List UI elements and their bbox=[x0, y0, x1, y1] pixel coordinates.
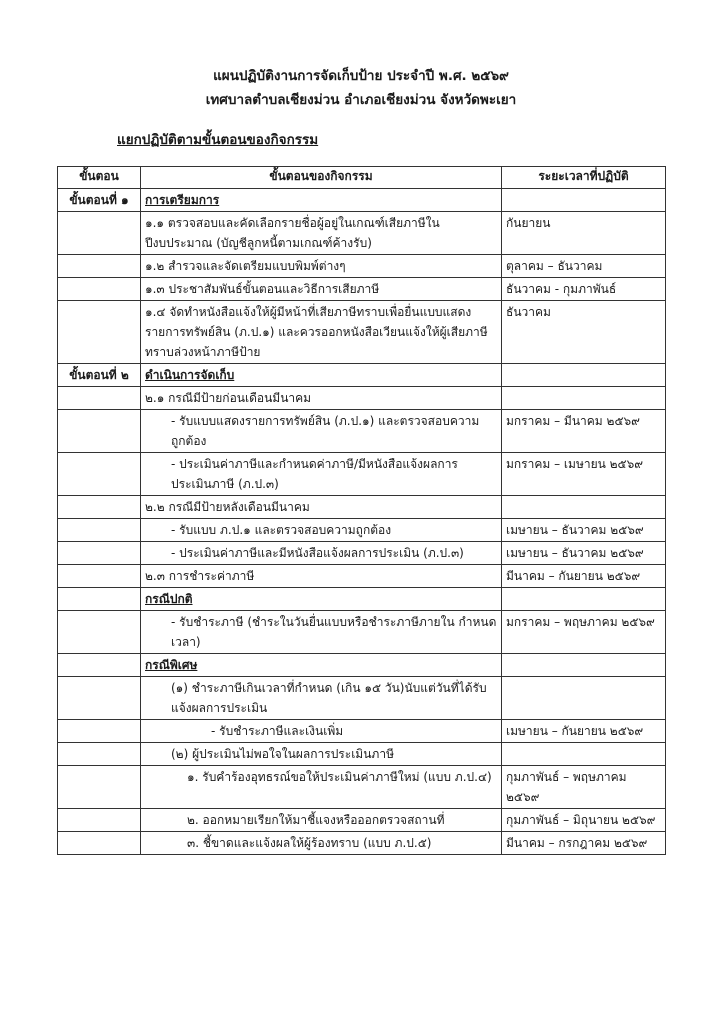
table-row bbox=[58, 496, 666, 519]
activity-cell: - รับแบบ ภ.ป.๑ และตรวจสอบความถูกต้อง bbox=[141, 519, 502, 542]
table-row bbox=[58, 588, 666, 611]
period-cell: มีนาคม – กรกฎาคม ๒๕๖๙ bbox=[502, 832, 666, 855]
activity-cell: - ประเมินค่าภาษีและกำหนดค่าภาษี/มีหนังสือแจ้งผลการ ประเมินภาษี (ภ.ป.๓) bbox=[141, 453, 502, 496]
document-subtitle: เทศบาลตำบลเชียงม่วน อำเภอเชียงม่วน จังหวัดพะเยา bbox=[205, 92, 517, 108]
stage-spacer bbox=[58, 301, 141, 364]
period-cell: กุมภาพันธ์ – มิถุนายน ๒๕๖๙ bbox=[502, 809, 666, 832]
stage-spacer bbox=[58, 496, 141, 519]
activity-cell: ๑.๓ ประชาสัมพันธ์ขั้นตอนและวิธีการเสียภาษี bbox=[141, 278, 502, 301]
activity-cell: ๒.๑ กรณีมีป้ายก่อนเดือนมีนาคม bbox=[141, 387, 502, 410]
activity-cell: (๒) ผู้ประเมินไม่พอใจในผลการประเมินภาษี bbox=[141, 743, 502, 766]
stage-spacer bbox=[58, 832, 141, 855]
stage-spacer bbox=[58, 278, 141, 301]
table-row bbox=[58, 565, 666, 588]
stage-spacer bbox=[58, 766, 141, 809]
stage-spacer bbox=[58, 720, 141, 743]
activity-cell: การเตรียมการ bbox=[141, 189, 502, 212]
section-heading: แยกปฏิบัติตามขั้นตอนของกิจกรรม bbox=[117, 132, 319, 148]
table-row bbox=[58, 189, 666, 212]
stage-spacer bbox=[58, 453, 141, 496]
activity-cell: ๓. ชี้ขาดและแจ้งผลให้ผู้ร้องทราบ (แบบ ภ.ป.๕) bbox=[141, 832, 502, 855]
stage-spacer bbox=[58, 677, 141, 720]
table-row bbox=[58, 453, 666, 496]
activity-cell: (๑) ชำระภาษีเกินเวลาที่กำหนด (เกิน ๑๕ วัน)นับแต่วันที่ได้รับ แจ้งผลการประเมิน bbox=[141, 677, 502, 720]
table-row bbox=[58, 255, 666, 278]
table-row bbox=[58, 720, 666, 743]
stage-spacer bbox=[58, 410, 141, 453]
period-cell: กุมภาพันธ์ – พฤษภาคม ๒๕๖๙ bbox=[502, 766, 666, 809]
period-cell: ธันวาคม - กุมภาพันธ์ bbox=[502, 278, 666, 301]
table-row bbox=[58, 519, 666, 542]
activity-cell: ๒.๒ กรณีมีป้ายหลังเดือนมีนาคม bbox=[141, 496, 502, 519]
period-cell: เมษายน – ธันวาคม ๒๕๖๙ bbox=[502, 542, 666, 565]
activity-cell: ๒.๓ การชำระค่าภาษี bbox=[141, 565, 502, 588]
stage-spacer bbox=[58, 743, 141, 766]
table-row bbox=[58, 301, 666, 364]
period-cell: กันยายน bbox=[502, 212, 666, 255]
period-cell: มกราคม – มีนาคม ๒๕๖๙ bbox=[502, 410, 666, 453]
table-row bbox=[58, 677, 666, 720]
period-cell: ธันวาคม bbox=[502, 301, 666, 364]
activity-cell: ๑. รับคำร้องอุทธรณ์ขอให้ประเมินค่าภาษีใหม่ (แบบ ภ.ป.๔) bbox=[141, 766, 502, 809]
table-row bbox=[58, 387, 666, 410]
period-cell bbox=[502, 654, 666, 677]
period-cell bbox=[502, 496, 666, 519]
stage-spacer bbox=[58, 387, 141, 410]
stage-label: ขั้นตอนที่ ๑ bbox=[58, 189, 141, 212]
period-cell: เมษายน – กันยายน ๒๕๖๙ bbox=[502, 720, 666, 743]
activity-cell: - รับชำระภาษีและเงินเพิ่ม bbox=[141, 720, 502, 743]
period-cell bbox=[502, 588, 666, 611]
activity-cell: - รับแบบแสดงรายการทรัพย์สิน (ภ.ป.๑) และตรวจสอบความ ถูกต้อง bbox=[141, 410, 502, 453]
period-cell: ตุลาคม – ธันวาคม bbox=[502, 255, 666, 278]
column-header-period: ระยะเวลาที่ปฏิบัติ bbox=[502, 167, 666, 189]
activity-cell: ๑.๒ สำรวจและจัดเตรียมแบบพิมพ์ต่างๆ bbox=[141, 255, 502, 278]
table-row bbox=[58, 611, 666, 654]
table-row bbox=[58, 542, 666, 565]
table-row bbox=[58, 278, 666, 301]
activity-cell: ๒. ออกหมายเรียกให้มาชี้แจงหรือออกตรวจสถานที่ bbox=[141, 809, 502, 832]
period-cell: เมษายน – ธันวาคม ๒๕๖๙ bbox=[502, 519, 666, 542]
table-row bbox=[58, 809, 666, 832]
activity-cell: กรณีพิเศษ bbox=[141, 654, 502, 677]
table-row bbox=[58, 766, 666, 809]
table-row bbox=[58, 212, 666, 255]
stage-spacer bbox=[58, 809, 141, 832]
table-row bbox=[58, 743, 666, 766]
table-row bbox=[58, 364, 666, 387]
activity-cell: - ประเมินค่าภาษีและมีหนังสือแจ้งผลการประเมิน (ภ.ป.๓) bbox=[141, 542, 502, 565]
period-cell: มีนาคม – กันยายน ๒๕๖๙ bbox=[502, 565, 666, 588]
period-cell bbox=[502, 189, 666, 212]
stage-label: ขั้นตอนที่ ๒ bbox=[58, 364, 141, 387]
period-cell bbox=[502, 364, 666, 387]
activity-cell: กรณีปกติ bbox=[141, 588, 502, 611]
period-cell: มกราคม – เมษายน ๒๕๖๙ bbox=[502, 453, 666, 496]
stage-spacer bbox=[58, 565, 141, 588]
stage-spacer bbox=[58, 654, 141, 677]
document-title: แผนปฏิบัติงานการจัดเก็บป้าย ประจำปี พ.ศ. ๒๕๖๙ bbox=[213, 68, 509, 84]
activity-plan-table bbox=[57, 166, 666, 855]
stage-spacer bbox=[58, 519, 141, 542]
stage-spacer bbox=[58, 542, 141, 565]
column-header-stage: ขั้นตอน bbox=[58, 167, 141, 189]
period-cell bbox=[502, 387, 666, 410]
period-cell bbox=[502, 677, 666, 720]
activity-cell: ๑.๔ จัดทำหนังสือแจ้งให้ผู้มีหน้าที่เสียภาษีทราบเพื่อยื่นแบบแสดงรายการทรัพย์สิน (ภ.ป.๑) และควรออกหนังสือเวียนแจ้งให้ผู้เสียภาษีทราบล่วงหน้าภาษีป้าย bbox=[141, 301, 502, 364]
table-row bbox=[58, 832, 666, 855]
activity-cell: ดำเนินการจัดเก็บ bbox=[141, 364, 502, 387]
activity-cell: - รับชำระภาษี (ชำระในวันยื่นแบบหรือชำระภาษีภายใน กำหนดเวลา) bbox=[141, 611, 502, 654]
table-header-row bbox=[58, 167, 666, 189]
stage-spacer bbox=[58, 212, 141, 255]
period-cell bbox=[502, 743, 666, 766]
activity-cell: ๑.๑ ตรวจสอบและคัดเลือกรายชื่อผู้อยู่ในเกณฑ์เสียภาษีใน ปีงบประมาณ (บัญชีลูกหนี้ตามเกณฑ์ค้างรับ) bbox=[141, 212, 502, 255]
table-row bbox=[58, 654, 666, 677]
table-row bbox=[58, 410, 666, 453]
stage-spacer bbox=[58, 255, 141, 278]
column-header-activity: ขั้นตอนของกิจกรรม bbox=[141, 167, 502, 189]
period-cell: มกราคม – พฤษภาคม ๒๕๖๙ bbox=[502, 611, 666, 654]
stage-spacer bbox=[58, 588, 141, 611]
stage-spacer bbox=[58, 611, 141, 654]
